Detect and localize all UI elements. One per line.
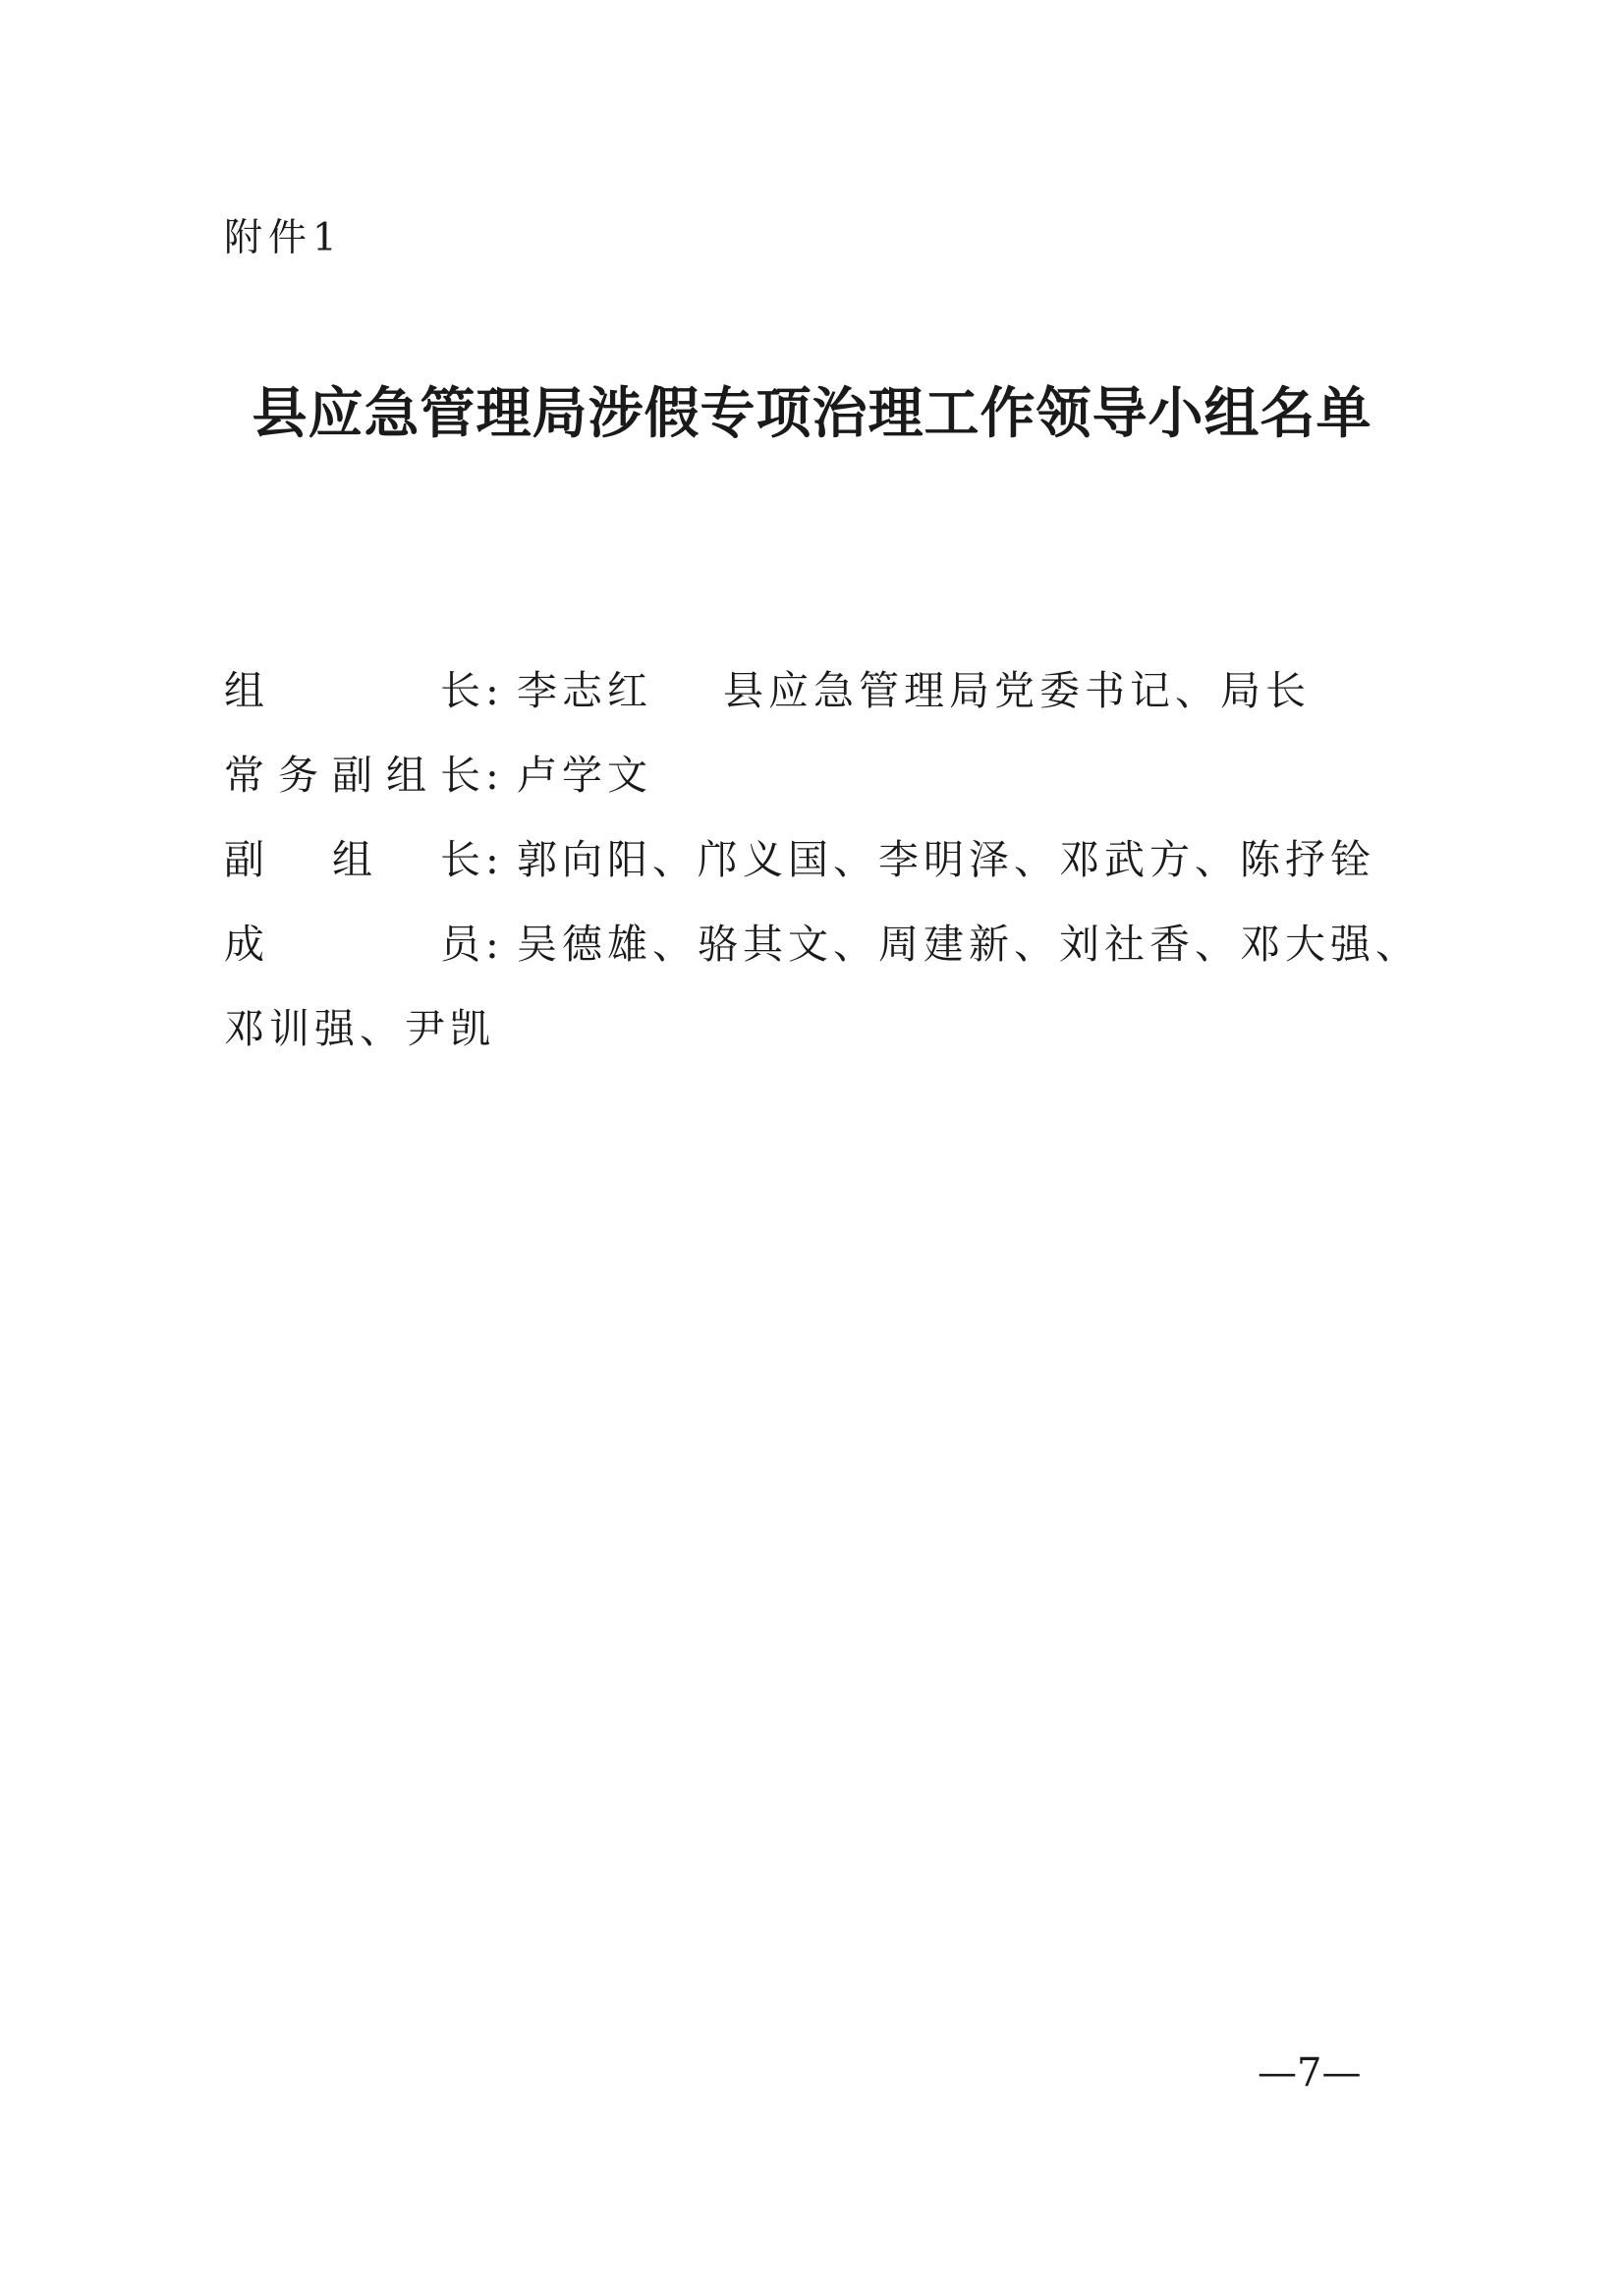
leader-name: 李志红: [517, 667, 652, 714]
members-role-label: 成员: [224, 921, 485, 968]
members-colon: :: [485, 921, 504, 968]
leader-post: 县应急管理局党委书记、局长: [723, 667, 1311, 714]
members-names-line2: 邓训强、尹凯: [224, 1005, 495, 1052]
attachment-label: 附件1: [224, 216, 343, 260]
leader-colon: :: [485, 667, 504, 714]
deputies-row: [224, 817, 1383, 902]
executive-deputy-role-label: 常务副组长: [224, 752, 485, 799]
leader-row: [224, 648, 1383, 733]
leader-role-label: 组长: [224, 667, 485, 714]
executive-deputy-row: [224, 733, 1383, 817]
page-number: —7—: [1258, 2050, 1362, 2096]
members-names-line1: 吴德雄、骆其文、周建新、刘社香、邓大强、: [517, 921, 1421, 968]
document-title: 县应急管理局涉假专项治理工作领导小组名单: [252, 381, 1372, 446]
members-row: [224, 902, 1421, 986]
deputies-colon: :: [485, 836, 504, 883]
deputies-role-label: 副组长: [224, 836, 485, 883]
deputies-names: 郭向阳、邝义国、李明泽、邓武方、陈抒铨: [517, 836, 1375, 883]
executive-deputy-name: 卢学文: [517, 752, 652, 799]
executive-deputy-colon: :: [485, 752, 504, 799]
member-list: [224, 648, 1421, 1071]
